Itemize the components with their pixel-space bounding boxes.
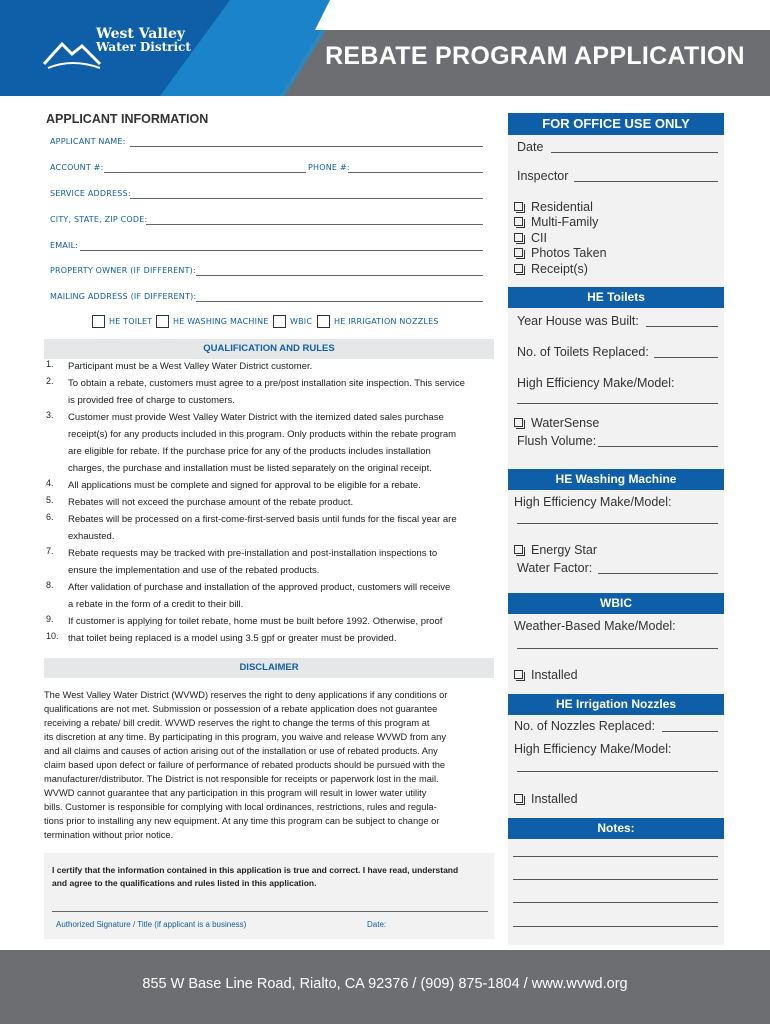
- mailing-field[interactable]: [196, 301, 483, 302]
- check-residential[interactable]: [514, 200, 593, 214]
- disclaimer-line: and all claims and causes of action arising out of the installation or use of rebated products. Any: [44, 746, 438, 756]
- rule-text: If customer is applying for toilet rebate, home must be built before 1992. Otherwise, proof: [68, 616, 443, 627]
- toilet-make-label: High Efficiency Make/Model:: [517, 376, 675, 390]
- logo-text-line1: West Valley: [96, 26, 186, 42]
- rule-number: 2.: [46, 376, 54, 386]
- rule-number: 1.: [46, 359, 54, 369]
- disclaimer-line: claim based upon defect or failure of performance of rebated products should be pursued with the: [44, 760, 446, 770]
- rule-line: [44, 359, 494, 376]
- checkbox-icon: [514, 418, 523, 427]
- applicant-name-label: APPLICANT NAME:: [50, 137, 126, 146]
- notes-line-2[interactable]: [513, 879, 718, 880]
- phone-field[interactable]: [348, 172, 483, 173]
- rule-line: [44, 529, 494, 546]
- wbic-checkbox[interactable]: [273, 315, 286, 328]
- check-watersense[interactable]: [514, 416, 599, 430]
- disclaimer-line: qualifications are not met. Submission or possession of a rebate application does not guarantee: [44, 704, 438, 714]
- rule-text: ensure the implementation and use of the rebated products.: [68, 565, 320, 576]
- rule-text: To obtain a rebate, customers must agree to a pre/post installation site inspection. This service: [68, 378, 465, 389]
- check-label: Installed: [531, 792, 578, 806]
- rule-text: Participant must be a West Valley Water District customer.: [68, 361, 313, 372]
- checkbox-icon: [514, 794, 523, 803]
- checkbox-icon: [514, 202, 523, 211]
- checkbox-icon: [514, 264, 523, 273]
- check-label: CII: [531, 231, 547, 245]
- check-label: WaterSense: [531, 416, 600, 430]
- notes-line-3[interactable]: [513, 902, 718, 903]
- he-irrigation-nozzles-checkbox[interactable]: [317, 315, 330, 328]
- rule-line: [44, 427, 494, 444]
- disclaimer-line: tions prior to installing any new equipment. At any time this program can be subject to change or: [44, 816, 440, 826]
- disclaimer-line: manufacturer/distributor. The District is not responsible for receipts or paperwork lost in the mail.: [44, 774, 439, 784]
- toilets-replaced-label: No. of Toilets Replaced:: [517, 345, 649, 359]
- service-address-label: SERVICE ADDRESS:: [50, 189, 131, 198]
- rule-line: [44, 444, 494, 461]
- rule-text: are eligible for rebate. If the purchase price for any of the products includes installation: [68, 446, 431, 457]
- check-label: Installed: [531, 668, 578, 682]
- rule-text: is provided free of charge to customers.: [68, 395, 235, 406]
- he-washing-machine-heading: HE Washing Machine: [508, 469, 724, 490]
- rule-text: Rebates will not exceed the purchase amount of the rebate product.: [68, 497, 354, 508]
- washer-make-field[interactable]: [517, 523, 718, 524]
- check-energy-star[interactable]: [514, 543, 597, 557]
- he-irrigation-nozzles-label: HE IRRIGATION NOZZLES: [334, 317, 439, 326]
- check-label: Energy Star: [531, 543, 598, 557]
- signature-label: Authorized Signature / Title (if applicant is a business): [56, 920, 247, 929]
- rule-line: [44, 495, 494, 512]
- rule-line: [44, 461, 494, 478]
- rule-text: exhausted.: [68, 531, 115, 542]
- nozzles-replaced-label: No. of Nozzles Replaced:: [514, 719, 656, 733]
- checkbox-icon: [514, 217, 523, 226]
- signature-date-label: Date:: [367, 920, 387, 929]
- check-label: Receipt(s): [531, 262, 588, 276]
- certification-line: I certify that the information contained in this application is true and correct. I have read, understand: [52, 865, 459, 875]
- check-receipts[interactable]: [514, 262, 588, 276]
- nozzles-replaced-field[interactable]: [662, 731, 718, 732]
- check-wbic-installed[interactable]: [514, 668, 578, 682]
- water-factor-field[interactable]: [598, 573, 718, 574]
- rule-line: [44, 410, 494, 427]
- office-use-heading: FOR OFFICE USE ONLY: [508, 113, 724, 135]
- rule-line: [44, 614, 494, 631]
- rules-heading: QUALIFICATION AND RULES: [44, 339, 494, 359]
- account-field[interactable]: [104, 172, 306, 173]
- rule-text: charges, the purchase and installation must be listed separately on the original receipt.: [68, 463, 432, 474]
- disclaimer-heading: DISCLAIMER: [44, 658, 494, 678]
- notes-heading: Notes:: [508, 818, 724, 839]
- rule-number: 8.: [46, 580, 54, 590]
- toilets-replaced-field[interactable]: [654, 357, 718, 358]
- rule-text: that toilet being replaced is a model using 3.5 gpf or greater must be provided.: [68, 633, 397, 644]
- wbic-heading: WBIC: [508, 593, 724, 614]
- he-toilet-checkbox[interactable]: [92, 315, 105, 328]
- footer-contact: 855 W Base Line Road, Rialto, CA 92376 / (909) 875-1804 / www.wvwd.org: [142, 976, 628, 992]
- rule-line: [44, 478, 494, 495]
- rules-list: [44, 359, 494, 648]
- check-photos-taken[interactable]: [514, 246, 607, 260]
- notes-line-1[interactable]: [513, 856, 718, 857]
- rule-text: Rebate requests may be tracked with pre-installation and post-installation inspections to: [68, 548, 438, 559]
- city-field[interactable]: [146, 224, 483, 225]
- rule-number: 5.: [46, 495, 54, 505]
- washer-make-label: High Efficiency Make/Model:: [514, 495, 672, 509]
- checkbox-icon: [514, 248, 523, 257]
- rule-number: 6.: [46, 512, 54, 522]
- office-inspector-label: Inspector: [517, 169, 569, 183]
- disclaimer-line: The West Valley Water District (WVWD) reserves the right to deny applications if any conditions or: [44, 690, 448, 700]
- disclaimer-line: receiving a rebate/ bill credit. WVWD reserves the right to change the terms of this program at: [44, 718, 430, 728]
- rule-text: After validation of purchase and installation of the approved product, customers will receive: [68, 582, 451, 593]
- disclaimer-text: [44, 688, 496, 842]
- wbic-make-label: Weather-Based Make/Model:: [514, 619, 676, 633]
- check-nozzles-installed[interactable]: [514, 792, 578, 806]
- rule-number: 9.: [46, 614, 54, 624]
- year-built-label: Year House was Built:: [517, 314, 639, 328]
- rule-text: All applications must be complete and signed for approval to be eligible for a rebate.: [68, 480, 421, 491]
- flush-volume-field[interactable]: [598, 446, 718, 447]
- he-toilets-heading: HE Toilets: [508, 287, 724, 308]
- disclaimer-line: bills. Customer is responsible for complying with local ordinances, restrictions, rules and regula-: [44, 802, 437, 812]
- rule-line: [44, 393, 494, 410]
- logo-text-line2: Water District: [96, 40, 191, 54]
- mountain-logo-icon: [42, 34, 102, 70]
- city-label: CITY, STATE, ZIP CODE:: [50, 215, 148, 224]
- rule-line: [44, 376, 494, 393]
- rule-line: [44, 512, 494, 529]
- applicant-heading: APPLICANT INFORMATION: [46, 112, 209, 126]
- toilet-make-field[interactable]: [517, 403, 718, 404]
- rule-text: a rebate in the form of a credit to their bill.: [68, 599, 244, 610]
- check-cii[interactable]: [514, 231, 547, 245]
- he-washing-machine-label: HE WASHING MACHINE: [173, 317, 269, 326]
- rule-number: 4.: [46, 478, 54, 488]
- office-date-field[interactable]: [551, 152, 718, 153]
- rule-line: [44, 546, 494, 563]
- service-address-field[interactable]: [130, 198, 483, 199]
- office-inspector-field[interactable]: [574, 181, 718, 182]
- check-label: Multi-Family: [531, 215, 599, 229]
- he-washing-machine-checkbox[interactable]: [156, 315, 169, 328]
- rule-line: [44, 580, 494, 597]
- disclaimer-line: its discretion at any time. By participating in this program, you waive and release WVWD from any: [44, 732, 446, 742]
- office-date-label: Date: [517, 140, 544, 154]
- rule-text: receipt(s) for any products included in this program. Only products within the rebate program: [68, 429, 457, 440]
- nozzles-make-field[interactable]: [517, 771, 718, 772]
- certification-text: [52, 864, 458, 890]
- check-label: Residential: [531, 200, 593, 214]
- checkbox-icon: [514, 670, 523, 679]
- applicant-name-field[interactable]: [130, 146, 483, 147]
- owner-field[interactable]: [196, 275, 483, 276]
- wbic-label: WBIC: [290, 317, 313, 326]
- checkbox-icon: [514, 233, 523, 242]
- he-irrigation-nozzles-heading: HE Irrigation Nozzles: [508, 694, 724, 715]
- certification-line: and agree to the qualifications and rules listed in this application.: [52, 878, 317, 888]
- email-field[interactable]: [80, 250, 483, 251]
- mailing-label: MAILING ADDRESS (IF DIFFERENT):: [50, 292, 197, 301]
- rule-line: [44, 597, 494, 614]
- account-label: ACCOUNT #:: [50, 163, 104, 172]
- year-built-field[interactable]: [646, 326, 718, 327]
- rule-text: Rebates will be processed on a first-come-first-served basis until funds for the fiscal year are: [68, 514, 457, 525]
- signature-field[interactable]: [52, 911, 488, 912]
- owner-label: PROPERTY OWNER (IF DIFFERENT):: [50, 266, 196, 275]
- rule-line: [44, 563, 494, 580]
- wbic-make-field[interactable]: [517, 648, 718, 649]
- page-title: REBATE PROGRAM APPLICATION: [325, 42, 745, 70]
- flush-volume-label: Flush Volume:: [517, 434, 597, 448]
- nozzles-make-label: High Efficiency Make/Model:: [514, 742, 672, 756]
- rule-number: 7.: [46, 546, 54, 556]
- water-factor-label: Water Factor:: [517, 561, 593, 575]
- rule-text: Customer must provide West Valley Water District with the itemized dated sales purchase: [68, 412, 444, 423]
- notes-line-4[interactable]: [513, 926, 718, 927]
- disclaimer-line: termination without prior notice.: [44, 830, 174, 840]
- disclaimer-line: WVWD cannot guarantee that any participation in this program will result in lower water utility: [44, 788, 427, 798]
- email-label: EMAIL:: [50, 241, 79, 250]
- check-multi-family[interactable]: [514, 215, 598, 229]
- he-toilet-label: HE TOILET: [109, 317, 153, 326]
- checkbox-icon: [514, 545, 523, 554]
- check-label: Photos Taken: [531, 246, 607, 260]
- rule-number: 3.: [46, 410, 54, 420]
- rule-line: [44, 631, 494, 648]
- rule-number: 10.: [46, 631, 59, 641]
- phone-label: PHONE #:: [308, 163, 350, 172]
